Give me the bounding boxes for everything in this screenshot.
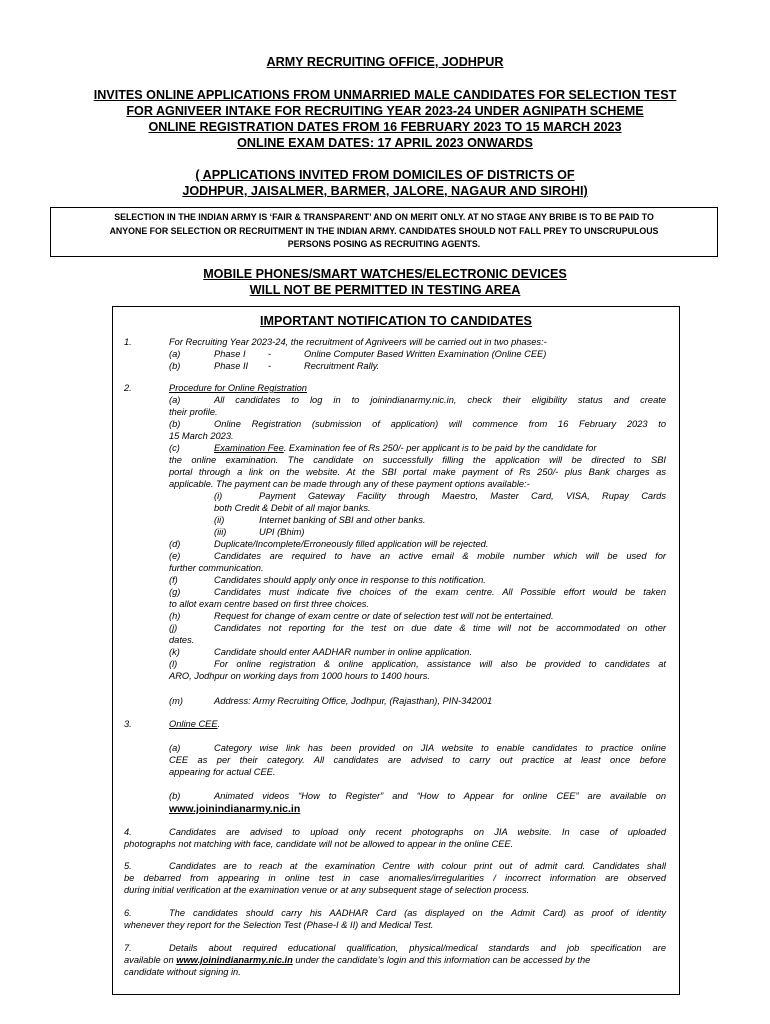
para-text: UPI (Bhim) — [259, 527, 305, 537]
notification-box — [112, 306, 680, 995]
para-text: 15 March 2023. — [169, 431, 234, 441]
para-text: during initial verification at the examination venue or at any subsequent stage of selection process. — [124, 885, 530, 895]
devices-warning-line-1: MOBILE PHONES/SMART WATCHES/ELECTRONIC DEVICES — [203, 267, 567, 281]
para-text: The candidates should carry his AADHAR Card (as displayed on the Admit Card) as proof of identity — [169, 908, 666, 918]
warning-line: PERSONS POSING AS RECRUITING AGENTS. — [287, 239, 481, 249]
fee-heading-text: Examination Fee — [214, 443, 284, 453]
notification-title: IMPORTANT NOTIFICATION TO CANDIDATES — [260, 314, 532, 328]
domicile-line-1: ( APPLICATIONS INVITED FROM DOMICILES OF DISTRICTS OF — [195, 168, 575, 182]
para-number: 4. — [124, 827, 132, 837]
devices-warning-line-2: WILL NOT BE PERMITTED IN TESTING AREA — [249, 283, 521, 297]
phase-dash: - — [268, 361, 272, 371]
para-text: Internet banking of SBI and other banks. — [259, 515, 426, 525]
sub-label: (i) — [214, 491, 223, 501]
phase-name: Phase I — [214, 349, 246, 359]
para-text: dates. — [169, 635, 195, 645]
para-text: For online registration & online application, assistance will also be provided to candidates at — [214, 659, 666, 669]
fee-heading — [214, 443, 596, 455]
sub-label: (f) — [169, 575, 178, 585]
para-text: candidate without signing in. — [124, 967, 241, 977]
para-text: Duplicate/Incomplete/Erroneously filled application will be rejected. — [214, 539, 489, 549]
para-text: Candidates not reporting for the test on due date & time will not be accommodated on other — [214, 623, 666, 633]
sub-label: (l) — [169, 659, 178, 669]
jia-link-wrap — [169, 803, 300, 816]
sub-label: (h) — [169, 611, 181, 621]
sub-label: (k) — [169, 647, 180, 657]
sub-label: (d) — [169, 539, 181, 549]
para-text: whenever they report for the Selection Test (Phase-I & II) and Medical Test. — [124, 920, 434, 930]
jia-website-link[interactable]: www.joinindianarmy.nic.in — [176, 955, 293, 965]
para-text: Candidates are required to have an active email & mobile number which will be used for — [214, 551, 666, 561]
para-text: Category wise link has been provided on JIA website to enable candidates to practice online — [214, 743, 666, 753]
headline-line-1: INVITES ONLINE APPLICATIONS FROM UNMARRIED MALE CANDIDATES FOR SELECTION TEST — [93, 88, 677, 102]
link-suffix: under the candidate’s login and this information can be accessed by the — [292, 955, 591, 965]
para-text: be debarred from appearing in online test in case anomalies/irregularities / incorrect information are observed — [124, 873, 666, 883]
para-number: 5. — [124, 861, 132, 871]
para-text: both Credit & Debit of all major banks. — [214, 503, 371, 513]
para-text: Animated videos “How to Register” and “How to Appear for online CEE” are available on — [214, 791, 666, 801]
bribe-warning-box — [50, 207, 718, 257]
sub-label: (b) — [169, 791, 181, 801]
registration-dates: ONLINE REGISTRATION DATES FROM 16 FEBRUARY 2023 TO 15 MARCH 2023 — [148, 120, 622, 134]
exam-dates: ONLINE EXAM DATES: 17 APRIL 2023 ONWARDS — [237, 136, 533, 150]
para-text: Request for change of exam centre or date of selection test will not be entertained. — [214, 611, 554, 621]
address-text: Address: Army Recruiting Office, Jodhpur, (Rajasthan), PIN-342001 — [214, 696, 493, 706]
para-number: 6. — [124, 908, 132, 918]
sub-label: (g) — [169, 587, 181, 597]
para-text: Candidates should apply only once in response to this notification. — [214, 575, 486, 585]
sub-label: (a) — [169, 349, 181, 359]
link-prefix: available on — [124, 955, 177, 965]
para-text: Candidates must indicate five choices of the exam centre. All Possible effort would be taken — [214, 587, 666, 597]
sub-label: (e) — [169, 551, 181, 561]
para-number: 1. — [124, 337, 132, 347]
para-text: Payment Gateway Facility through Maestro, Master Card, VISA, Rupay Cards — [259, 491, 666, 501]
para-text: ARO, Jodhpur on working days from 1000 hours to 1400 hours. — [169, 671, 430, 681]
sub-label: (c) — [169, 443, 180, 453]
sub-label: (a) — [169, 743, 181, 753]
para-text: portal through a link on the website. At the SBI portal make payment of Rs 250/- plus Bank charges as — [169, 467, 666, 477]
para-text: CEE as per their category. All candidates are advised to carry out practice at least once before — [169, 755, 666, 765]
office-title: ARMY RECRUITING OFFICE, JODHPUR — [266, 55, 504, 69]
para-text: Candidate should enter AADHAR number in online application. — [214, 647, 473, 657]
para-heading: Procedure for Online Registration — [169, 383, 307, 393]
para-text: photographs not matching with face, candidate will not be allowed to appear in the online CEE. — [124, 839, 514, 849]
para-text: Candidates are advised to upload only recent photographs on JIA website. In case of uploaded — [169, 827, 666, 837]
para-text: All candidates to log in to joinindianarmy.nic.in, check their eligibility status and create — [214, 395, 666, 405]
phase-text: Online Computer Based Written Examination (Online CEE) — [304, 349, 547, 359]
online-cee-heading: Online CEE — [169, 719, 218, 729]
headline-line-2: FOR AGNIVEER INTAKE FOR RECRUITING YEAR 2023-24 UNDER AGNIPATH SCHEME — [126, 104, 644, 118]
phase-text: Recruitment Rally. — [304, 361, 380, 371]
sub-label: (iii) — [214, 527, 227, 537]
para-text: applicable. The payment can be made through any of these payment options available:- — [169, 479, 530, 489]
para-text: the online examination. The candidate on successfully filling the application will be directed to SBI — [169, 455, 666, 465]
heading-dot: . — [217, 719, 221, 729]
para-text: to allot exam centre based on first three choices. — [169, 599, 369, 609]
para-text: Candidates are to reach at the examination Centre with colour print out of admit card. Candidates shall — [169, 861, 666, 871]
warning-line: SELECTION IN THE INDIAN ARMY IS ‘FAIR & TRANSPARENT’ AND ON MERIT ONLY. AT NO STAGE ANY BRIBE IS TO BE PAID TO — [114, 212, 654, 222]
warning-line: ANYONE FOR SELECTION OR RECRUITMENT IN THE INDIAN ARMY. CANDIDATES SHOULD NOT FALL PREY TO UNSCRUPULOUS — [109, 225, 659, 236]
para-text-with-link — [124, 955, 590, 967]
para-text: For Recruiting Year 2023-24, the recruitment of Agniveers will be carried out in two phases:- — [169, 337, 547, 347]
domicile-line-2: JODHPUR, JAISALMER, BARMER, JALORE, NAGAUR AND SIROHI) — [182, 184, 588, 198]
sub-label: (m) — [169, 696, 183, 706]
sub-label: (a) — [169, 395, 181, 405]
para-number: 7. — [124, 943, 132, 953]
para-number: 2. — [124, 383, 132, 393]
fee-text: . Examination fee of Rs 250/- per applicant is to be paid by the candidate for — [283, 443, 597, 453]
para-text: Details about required educational qualification, physical/medical standards and job specification are — [169, 943, 666, 953]
sub-label: (b) — [169, 419, 181, 429]
sub-label: (j) — [169, 623, 178, 633]
para-text: further communication. — [169, 563, 264, 573]
para-text: appearing for actual CEE. — [169, 767, 276, 777]
sub-label: (b) — [169, 361, 181, 371]
phase-name: Phase II — [214, 361, 249, 371]
para-number: 3. — [124, 719, 132, 729]
para-text: their profile. — [169, 407, 218, 417]
sub-label: (ii) — [214, 515, 225, 525]
jia-website-link[interactable]: www.joinindianarmy.nic.in — [169, 803, 301, 815]
para-heading — [169, 719, 220, 731]
phase-dash: - — [268, 349, 272, 359]
para-text: Online Registration (submission of application) will commence from 16 February 2023 to — [214, 419, 666, 429]
